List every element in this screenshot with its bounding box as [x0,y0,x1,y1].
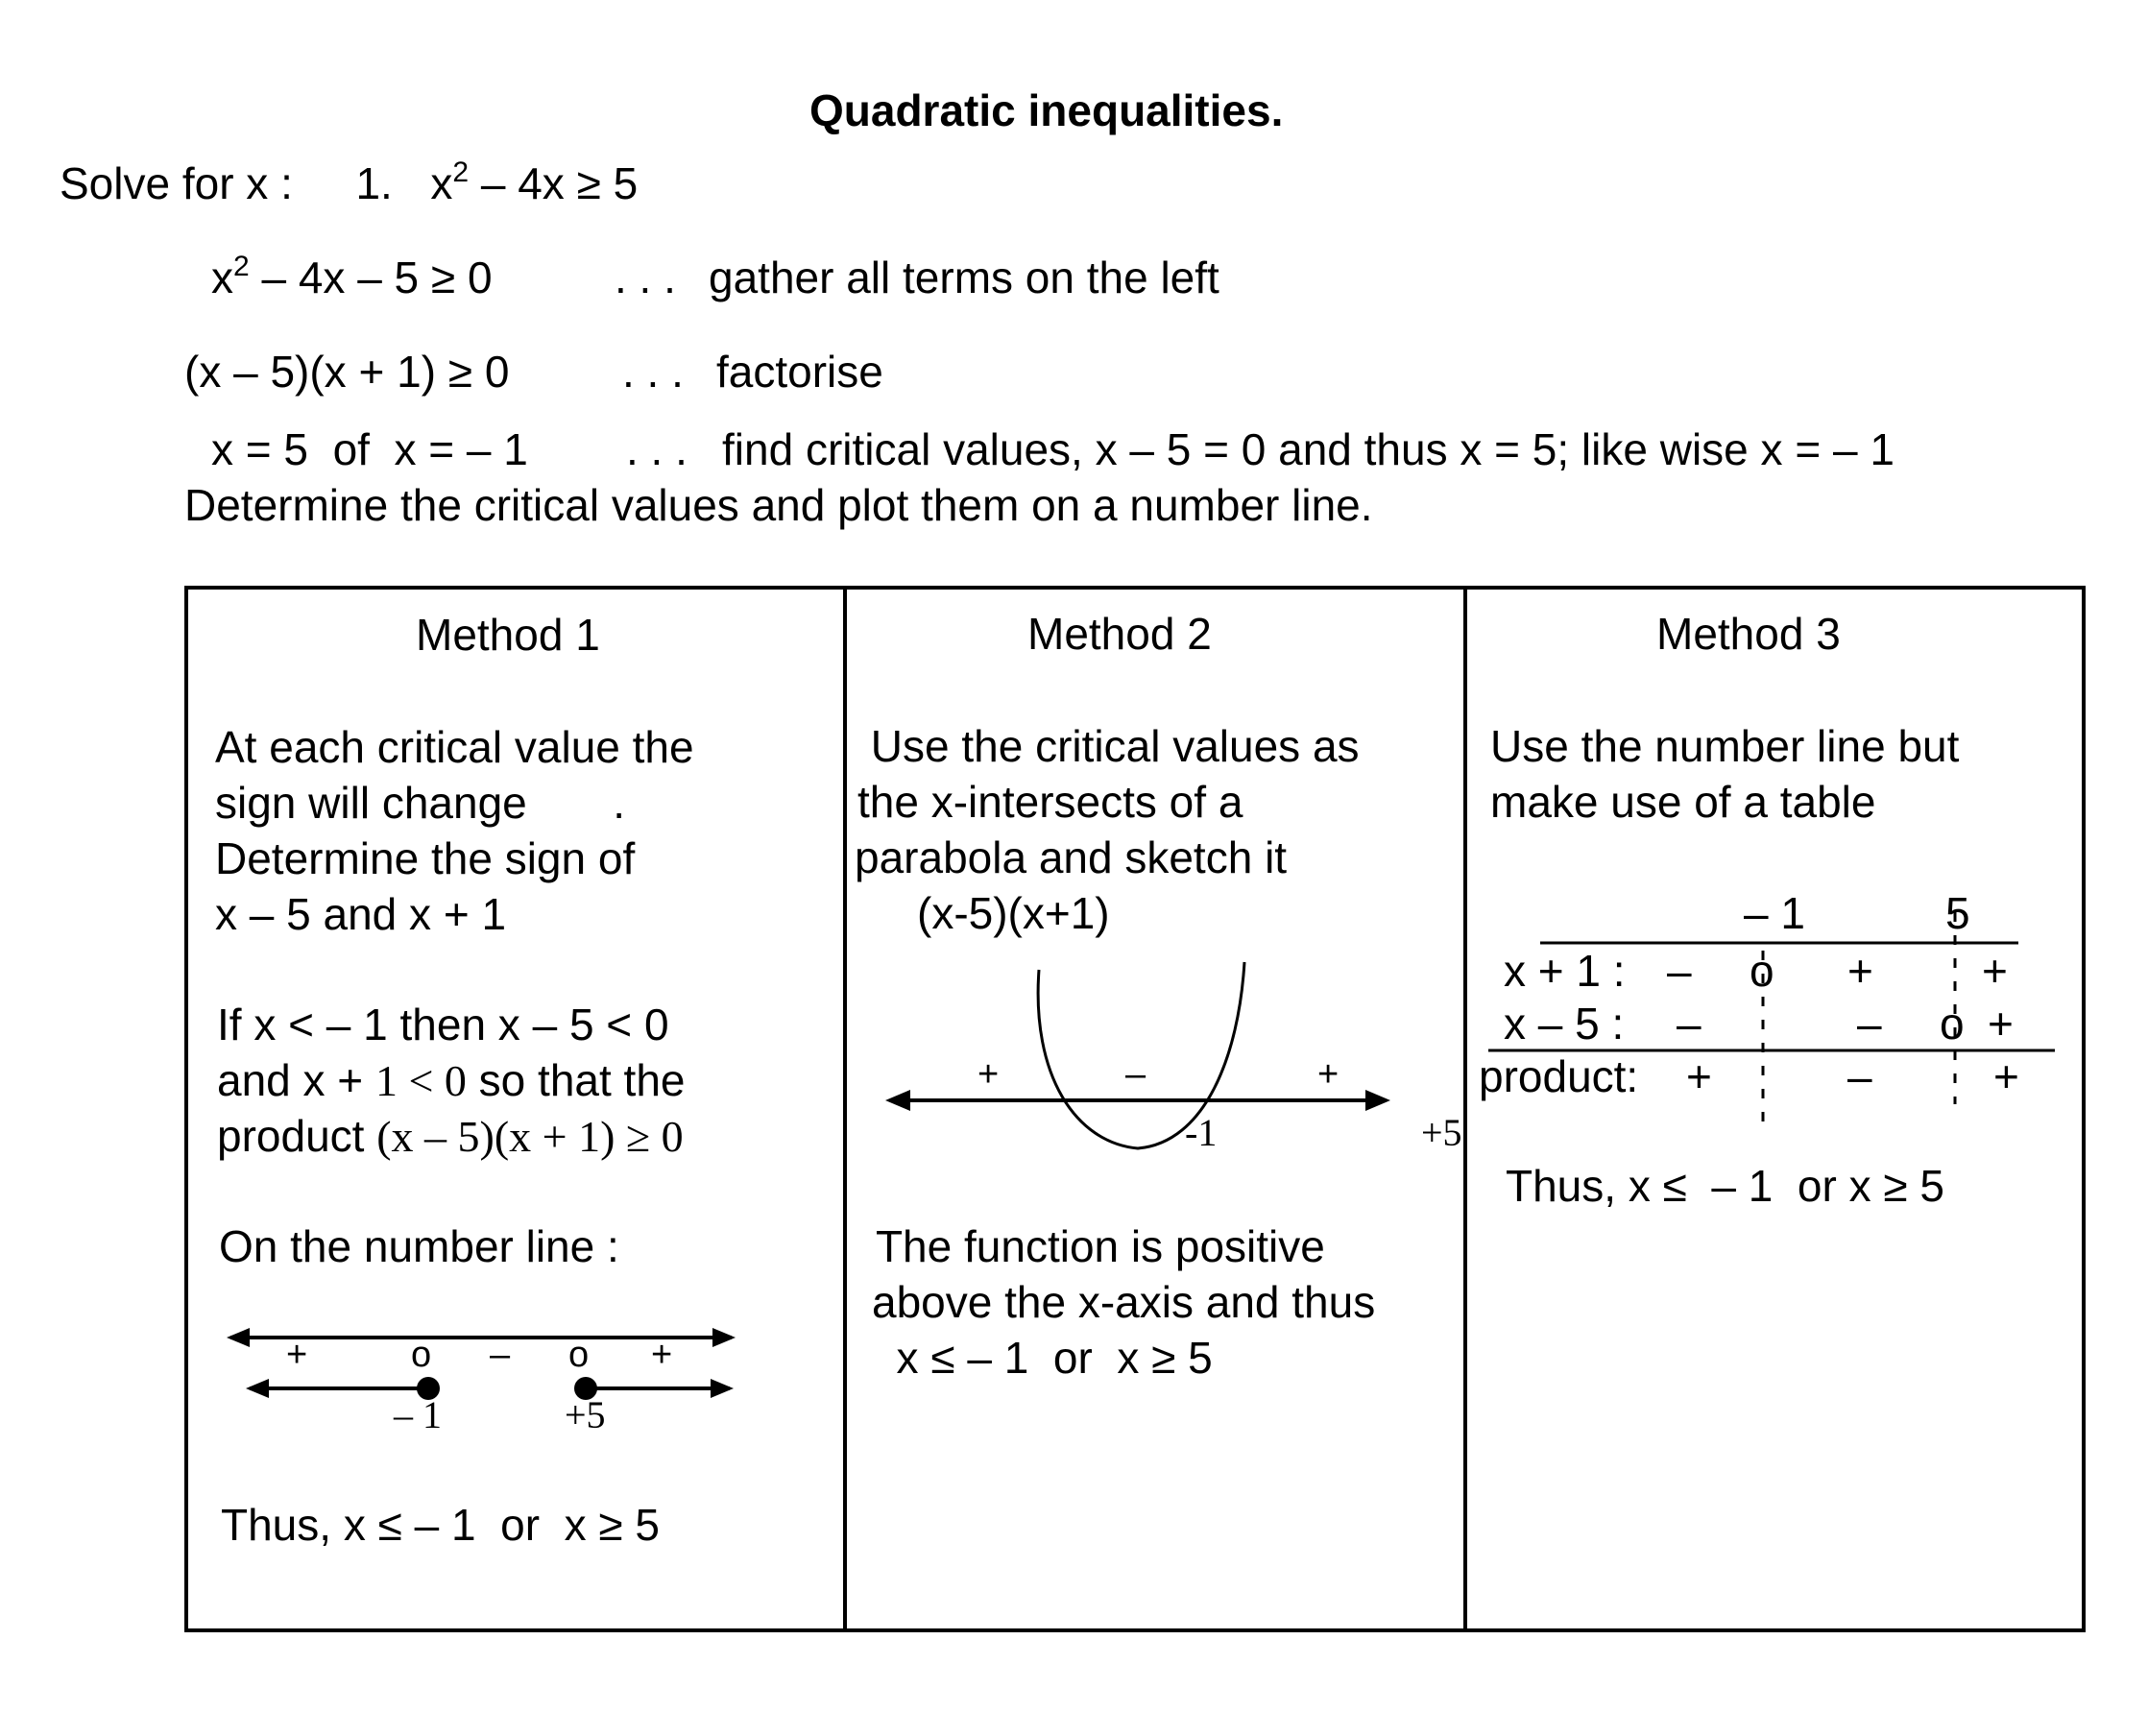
problem-number: 1. [355,158,393,208]
method2-tick-minus1: -1 [1185,1111,1218,1154]
step-3-note: find critical values, x – 5 = 0 and thus x = 5; like wise x = – 1 [722,424,1895,474]
method2-heading: Method 2 [1027,609,1212,659]
method3-row3-label: product: [1479,1051,1639,1101]
method3-row2-label: x – 5 : [1504,999,1625,1049]
method1-conclusion: Thus, x ≤ – 1 or x ≥ 5 [221,1500,660,1550]
step-2-math: (x – 5)(x + 1) ≥ 0 [184,347,510,397]
step-3-math: x = 5 of x = – 1 [211,424,528,474]
method3-row1-cell-3: + [1847,946,1873,996]
method1-line-2: sign will change . [215,778,625,828]
method1-numline-label: On the number line : [219,1221,619,1271]
method3-line-1: Use the number line but [1490,721,1960,771]
method2-tick-plus5: +5 [1421,1111,1462,1154]
method3-row2-cell-2: – [1857,999,1882,1049]
method3-conclusion: Thus, x ≤ – 1 or x ≥ 5 [1506,1161,1944,1211]
step-1-note: gather all terms on the left [709,253,1219,302]
method1-sign-2: o [411,1335,432,1375]
method3-row3-cell-3: + [1993,1051,2019,1101]
method3-line-2: make use of a table [1490,777,1876,827]
method3-row3-cell-1: + [1686,1051,1712,1101]
method1-sign-4: o [568,1335,590,1375]
method1-if-2b: 1 < 0 [374,1056,467,1105]
problem-lhs-base: x [430,158,453,208]
method1-if-2a: and x + [217,1055,375,1105]
method1-sign-3: – [490,1335,511,1375]
method1-if-2c: so that the [466,1055,686,1105]
method2-line-4: (x-5)(x+1) [917,888,1110,938]
instruction: Determine the critical values and plot them on a number line. [184,480,1373,530]
method2-conclusion-2: above the x-axis and thus [872,1277,1376,1327]
method3-row1-cell-1: – [1667,946,1692,996]
method1-heading: Method 1 [416,610,600,660]
method1-line-4: x – 5 and x + 1 [215,889,507,939]
method1-if-line-1: If x < – 1 then x – 5 < 0 [217,1000,669,1049]
problem-lhs-rest: – 4x ≥ 5 [469,158,639,208]
method3-row2-cell-3: o [1940,999,1965,1049]
method1-sign-5: + [651,1335,673,1375]
method2-conclusion-3: x ≤ – 1 or x ≥ 5 [872,1333,1213,1383]
method3-heading: Method 3 [1656,609,1841,659]
method3-row3-cell-2: – [1847,1051,1872,1101]
method2-line-2: the x-intersects of a [857,777,1243,827]
problem-prefix: Solve for x : [60,158,293,208]
method3-row1-cell-4: + [1982,946,2008,996]
step-3-dots: . . . [626,424,688,474]
method3-row1-cell-2: o [1750,946,1774,996]
method1-line-3: Determine the sign of [215,833,636,883]
method1-tick-plus5: +5 [565,1393,606,1436]
method1-line-1: At each critical value the [215,722,694,772]
step-1-base: x [211,253,233,302]
page-title: Quadratic inequalities. [809,85,1284,135]
method2-sign-middle: – [1125,1054,1146,1095]
method1-if-3b: (x – 5)(x + 1) ≥ 0 [376,1112,684,1161]
method1-tick-minus1: – 1 [394,1393,442,1436]
method3-row2-cell-1: – [1677,999,1702,1049]
method3-cv-minus1: – 1 [1744,888,1805,938]
method1-if-3a: product [217,1111,377,1161]
method2-sign-right: + [1317,1054,1339,1095]
step-1-rest: – 4x – 5 ≥ 0 [249,253,493,302]
method1-sign-1: + [286,1335,308,1375]
problem-lhs-exp: 2 [452,157,470,188]
method3-row2-cell-4: + [1988,999,2014,1049]
method2-line-3: parabola and sketch it [855,832,1288,882]
step-2-note: factorise [716,347,883,397]
step-1-exp: 2 [233,251,250,282]
step-1-dots: . . . [615,253,676,302]
step-2-dots: . . . [622,347,684,397]
method2-line-1: Use the critical values as [858,721,1360,771]
method2-conclusion-1: The function is positive [864,1221,1325,1271]
method3-cv-5: 5 [1945,888,1970,938]
method3-row1-label: x + 1 : [1504,946,1626,996]
method2-sign-left: + [977,1054,1000,1095]
